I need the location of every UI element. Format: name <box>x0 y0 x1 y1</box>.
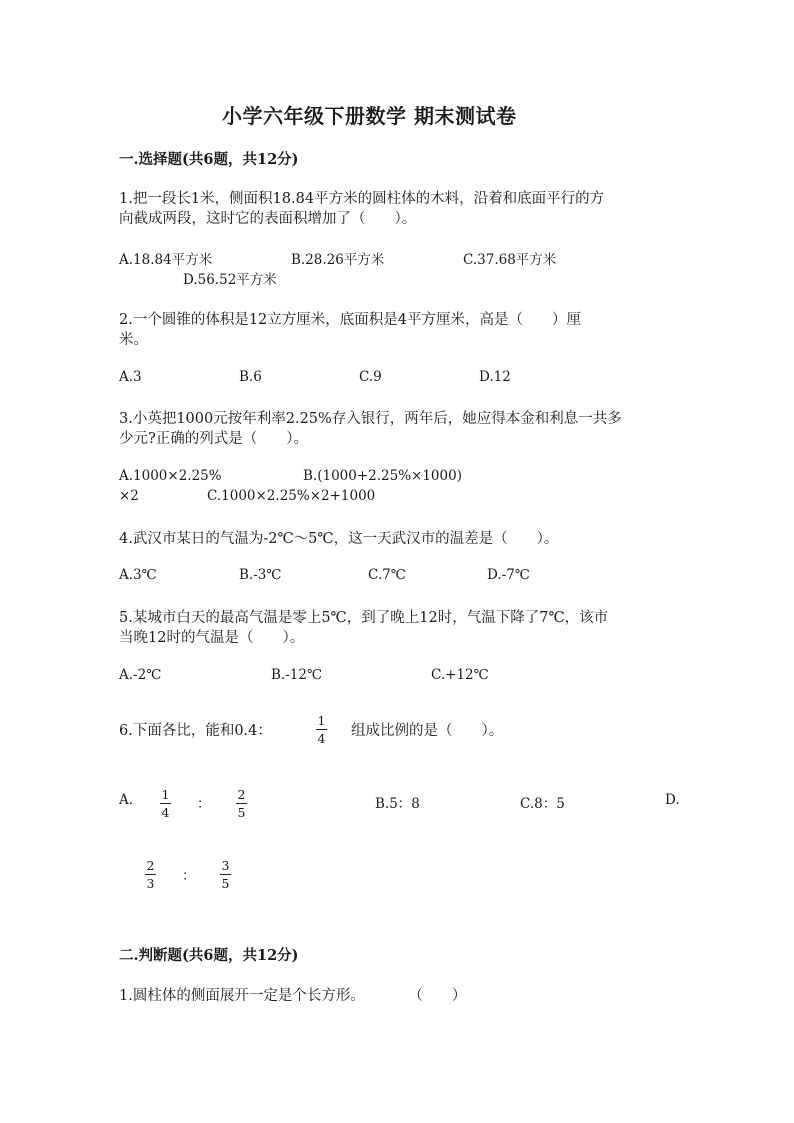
question-6-option-d-fraction-2 <box>220 858 231 891</box>
question-6-option-d-fraction-1 <box>145 858 156 891</box>
fraction-denominator: 4 <box>317 731 326 746</box>
question-6-option-d-label: D. <box>665 792 680 808</box>
fraction-bar <box>236 803 247 804</box>
fraction-numerator: 3 <box>221 858 230 873</box>
fraction-numerator: 2 <box>237 787 246 802</box>
question-4-option-d: D.-7℃ <box>487 567 530 583</box>
question-5-line-2: 当晚12时的气温是（ ）。 <box>119 630 305 646</box>
question-1-line-2: 向截成两段，这时它的表面积增加了（ ）。 <box>119 211 417 227</box>
question-2-line-1: 2.一个圆锥的体积是12立方厘米，底面积是4平方厘米，高是（ ）厘 <box>119 312 582 328</box>
section-heading-choice: 一.选择题(共6题，共12分) <box>119 151 299 168</box>
question-6-option-a-colon: ： <box>197 796 211 812</box>
question-3-option-b-part-2: ×2 <box>119 488 139 504</box>
question-6-stem-part-1: 6.下面各比，能和0.4： <box>119 723 272 739</box>
fraction-bar <box>316 729 327 730</box>
question-1-option-a: A.18.84平方米 <box>119 252 213 268</box>
fraction-numerator: 2 <box>146 858 155 873</box>
question-6-option-c: C.8：5 <box>520 796 565 812</box>
question-2-option-b: B.6 <box>239 369 262 385</box>
page-title: 小学六年级下册数学 期末测试卷 <box>222 104 517 128</box>
question-1-option-b: B.28.26平方米 <box>291 252 385 268</box>
section-heading-judgement: 二.判断题(共6题，共12分) <box>119 947 299 964</box>
question-2-option-a: A.3 <box>119 369 142 385</box>
question-5-line-1: 5.某城市白天的最高气温是零上5℃，到了晚上12时，气温下降了7℃，该市 <box>119 610 609 626</box>
judgement-1: 1.圆柱体的侧面展开一定是个长方形。 （ ） <box>119 988 467 1004</box>
fraction-numerator: 1 <box>161 787 170 802</box>
question-4-option-b: B.-3℃ <box>239 567 282 583</box>
question-2-line-2: 米。 <box>119 332 148 348</box>
question-6-option-d-colon: ： <box>182 868 196 884</box>
question-4-option-c: C.7℃ <box>368 567 406 583</box>
question-3-option-c: C.1000×2.25%×2+1000 <box>207 488 376 504</box>
fraction-denominator: 3 <box>146 876 155 891</box>
fraction-bar <box>145 874 156 875</box>
question-2-option-d: D.12 <box>479 369 511 385</box>
fraction-bar <box>220 874 231 875</box>
question-1-option-c: C.37.68平方米 <box>463 252 557 268</box>
question-3-line-1: 3.小英把1000元按年利率2.25%存入银行，两年后，她应得本金和利息一共多 <box>119 411 622 427</box>
question-4-line-1: 4.武汉市某日的气温为-2℃～5℃，这一天武汉市的温差是（ ）。 <box>119 531 559 547</box>
fraction-bar <box>160 803 171 804</box>
question-2-option-c: C.9 <box>359 369 382 385</box>
question-3-option-a: A.1000×2.25% <box>119 468 222 484</box>
fraction-numerator: 1 <box>317 713 326 728</box>
question-6-option-a-fraction-1 <box>160 787 171 820</box>
question-5-option-b: B.-12℃ <box>271 667 323 683</box>
question-1-line-1: 1.把一段长1米，侧面积18.84平方米的圆柱体的木料，沿着和底面平行的方 <box>119 191 605 207</box>
question-6-option-a-label: A. <box>119 792 134 808</box>
question-6-option-a-fraction-2 <box>236 787 247 820</box>
question-1-option-d: D.56.52平方米 <box>183 272 277 288</box>
question-3-option-b-part-1: B.(1000+2.25%×1000) <box>303 468 462 484</box>
question-4-option-a: A.3℃ <box>119 567 157 583</box>
fraction-denominator: 4 <box>161 805 170 820</box>
fraction-denominator: 5 <box>237 805 246 820</box>
fraction-denominator: 5 <box>221 876 230 891</box>
question-3-line-2: 少元?正确的列式是（ ）。 <box>119 431 309 447</box>
question-6-stem-fraction <box>316 713 327 746</box>
question-5-option-c: C.+12℃ <box>431 667 489 683</box>
question-6-option-b: B.5：8 <box>375 796 420 812</box>
question-6-stem-part-2: 组成比例的是（ ）。 <box>351 723 504 739</box>
question-5-option-a: A.-2℃ <box>119 667 162 683</box>
